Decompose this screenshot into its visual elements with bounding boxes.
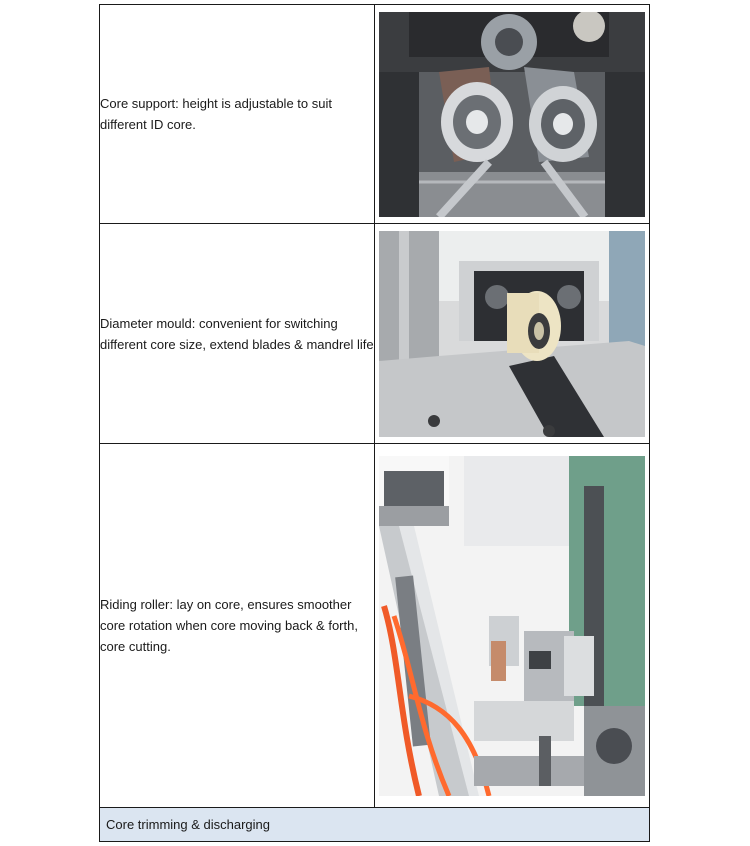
photo-cell: [375, 5, 650, 224]
feature-description: Diameter mould: convenient for switching different core size, extend blades & mandrel life: [100, 224, 375, 444]
section-header-row: [100, 808, 650, 842]
core-support-photo: [379, 12, 645, 217]
table-row: [100, 224, 650, 444]
photo-cell: [375, 224, 650, 444]
section-title: Core trimming & discharging: [100, 808, 650, 842]
diameter-mould-photo: [379, 231, 645, 437]
photo-cell: [375, 444, 650, 808]
table-row: [100, 444, 650, 808]
feature-description: Riding roller: lay on core, ensures smoother core rotation when core moving back & forth, core cutting.: [100, 444, 375, 808]
feature-table: [99, 4, 650, 842]
feature-description: Core support: height is adjustable to suit different ID core.: [100, 5, 375, 224]
riding-roller-photo: [379, 456, 645, 796]
table-row: [100, 5, 650, 224]
